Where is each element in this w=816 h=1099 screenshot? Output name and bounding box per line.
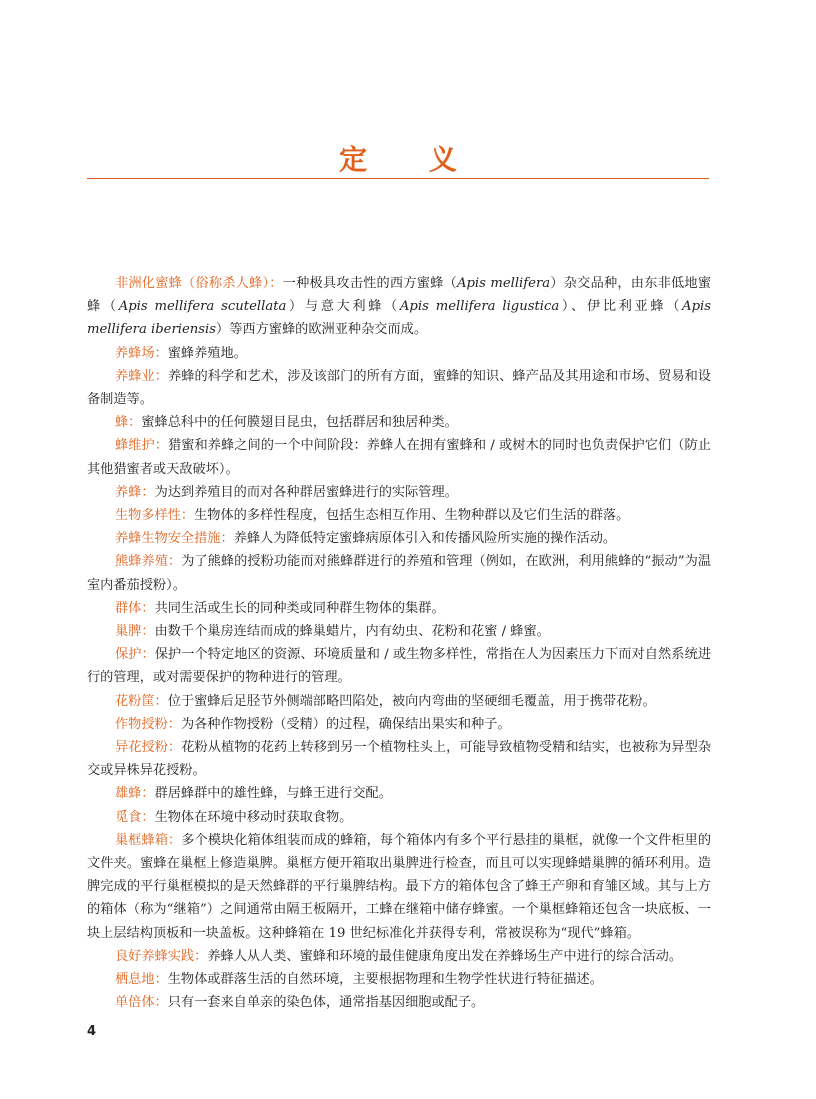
definition-text: 蜜蜂养殖地。 <box>167 345 247 361</box>
scientific-name: Apis mellifera <box>456 276 551 291</box>
definition-term: 作物授粉： <box>115 716 181 732</box>
definition-entry <box>87 481 711 504</box>
definition-term: 巢框蜂箱： <box>115 832 182 848</box>
definition-text: 共同生活或生长的同种类或同种群生物体的集群。 <box>154 600 445 616</box>
definition-entry <box>87 620 711 643</box>
definition-text: ）与意大利蜂（ <box>286 299 400 315</box>
definition-entry <box>87 829 711 945</box>
page-title: 定 义 <box>339 143 483 176</box>
definition-text: 花粉从植物的花药上转移到另一个植物柱头上，可能导致植物受精和结实，也被称为异型杂交或异株异花授粉。 <box>87 740 712 779</box>
definition-text: 保护一个特定地区的资源、环境质量和 / 或生物多样性，常指在人为因素压力下而对自然系统进行的管理，或对需要保护的物种进行的管理。 <box>87 647 712 686</box>
definition-term: 栖息地： <box>115 972 168 988</box>
definition-text: ）杂交品种，由东非低地蜜蜂（ <box>87 276 712 315</box>
scientific-name: Apis mellifera ligustica <box>399 299 560 315</box>
definition-term: 养蜂生物安全措施： <box>115 531 234 547</box>
definition-entry <box>87 504 711 527</box>
definition-text: ）、伊比利亚蜂（ <box>559 299 683 315</box>
definition-entry <box>87 527 711 550</box>
definition-entry <box>87 411 711 434</box>
definition-text: 为达到养殖目的而对各种群居蜜蜂进行的实际管理。 <box>154 484 458 500</box>
definition-text: 生物体在环境中移动时获取食物。 <box>154 809 353 825</box>
definition-term: 保护： <box>115 647 155 663</box>
definition-text: 养蜂人从人类、蜜蜂和环境的最佳健康角度出发在养蜂场生产中进行的综合活动。 <box>207 948 683 964</box>
definition-entry <box>87 991 711 1014</box>
definition-term: 巢脾： <box>115 624 155 640</box>
definition-term: 非洲化蜜蜂（俗称杀人蜂）： <box>115 276 283 291</box>
definition-text: 生物体或群落生活的自然环境，主要根据物理和生物学性状进行特征描述。 <box>167 972 603 988</box>
definition-entry <box>87 806 711 829</box>
definition-text: 只有一套来自单亲的染色体，通常指基因细胞或配子。 <box>167 995 485 1011</box>
definition-text: 为了熊蜂的授粉功能而对熊蜂群进行的养殖和管理（例如，在欧洲，利用熊蜂的“振动”为温室内番茄授粉）。 <box>87 554 712 593</box>
definition-term: 花粉筐： <box>115 693 168 709</box>
definition-text: 猎蜜和养蜂之间的一个中间阶段：养蜂人在拥有蜜蜂和 / 或树木的同时也负责保护它们（防止其他猎蜜者或天敌破坏）。 <box>87 438 712 477</box>
definition-entry <box>87 434 711 480</box>
definition-text: 养蜂的科学和艺术，涉及该部门的所有方面，蜜蜂的知识、蜂产品及其用途和市场、贸易和设备制造等。 <box>87 368 711 408</box>
scientific-name: Apis mellifera scutellata <box>118 299 287 315</box>
definition-entry <box>87 782 711 805</box>
definition-entry <box>87 272 711 342</box>
definition-text: 养蜂人为降低特定蜜蜂病原体引入和传播风险所实施的操作活动。 <box>233 531 617 547</box>
definition-term: 觅食： <box>115 809 155 825</box>
definition-entry <box>87 597 711 620</box>
page-number: 4 <box>87 1024 97 1039</box>
definition-term: 养蜂场： <box>115 345 168 361</box>
definition-term: 异花授粉： <box>115 740 182 756</box>
definition-term: 蜂： <box>115 415 142 431</box>
definition-entry <box>87 342 711 365</box>
definition-term: 熊蜂养殖： <box>115 554 182 570</box>
definition-term: 群体： <box>115 600 155 616</box>
definition-entry <box>87 643 711 689</box>
definition-text: 由数千个巢房连结而成的蜂巢蜡片，内有幼虫、花粉和花蜜 / 蜂蜜。 <box>154 624 550 640</box>
definition-term: 雄蜂： <box>115 786 155 802</box>
definition-text: 多个模块化箱体组装而成的蜂箱，每个箱体内有多个平行悬挂的巢框，就像一个文件柜里的文件夹。蜜蜂在巢框上修造巢脾。巢框方便开箱取出巢脾进行检查，而且可以实现蜂蜡巢脾的循环利用。造脾完成的平行巢框模拟的是天然蜂群的平行巢脾结构。最下方的箱体包含了蜂王产卵和育雏区域。其与上方的箱体（称为“继箱”）之间通常由隔王板隔开，工蜂在继箱中储存蜂蜜。一个巢框蜂箱还包含一块底板、一块上层结构顶板和一块盖板。这种蜂箱在 19 世纪标准化并获得专利，常被误称为“现代”蜂箱。 <box>87 832 712 941</box>
definition-entry <box>87 365 711 411</box>
definition-text: ）等西方蜜蜂的欧洲亚种杂交而成。 <box>216 322 428 338</box>
definition-entry <box>87 550 711 596</box>
definition-text: 一种极具攻击性的西方蜜蜂（ <box>282 276 457 291</box>
title-divider <box>87 178 709 179</box>
scientific-name: Apis mellifera iberiensis <box>87 299 711 338</box>
definition-term: 生物多样性： <box>115 508 195 524</box>
definition-text: 群居蜂群中的雄性蜂，与蜂王进行交配。 <box>154 786 392 802</box>
definition-entry <box>87 736 711 782</box>
definition-term: 养蜂： <box>115 484 155 500</box>
definition-text: 为各种作物授粉（受精）的过程，确保结出果实和种子。 <box>180 716 511 732</box>
definition-term: 单倍体： <box>115 995 168 1011</box>
definition-text: 生物体的多样性程度，包括生态相互作用、生物种群以及它们生活的群落。 <box>194 508 630 524</box>
definition-term: 蜂维护： <box>115 438 169 454</box>
definitions-list <box>87 272 711 1015</box>
definition-entry <box>87 690 711 713</box>
definition-term: 养蜂业： <box>115 368 168 384</box>
definition-entry <box>87 945 711 968</box>
definition-entry <box>87 713 711 736</box>
definition-term: 良好养蜂实践： <box>115 948 208 964</box>
definition-entry <box>87 968 711 991</box>
definition-text: 蜜蜂总科中的任何膜翅目昆虫，包括群居和独居种类。 <box>141 415 458 431</box>
definition-text: 位于蜜蜂后足胫节外侧端部略凹陷处，被向内弯曲的坚硬细毛覆盖，用于携带花粉。 <box>167 693 656 709</box>
